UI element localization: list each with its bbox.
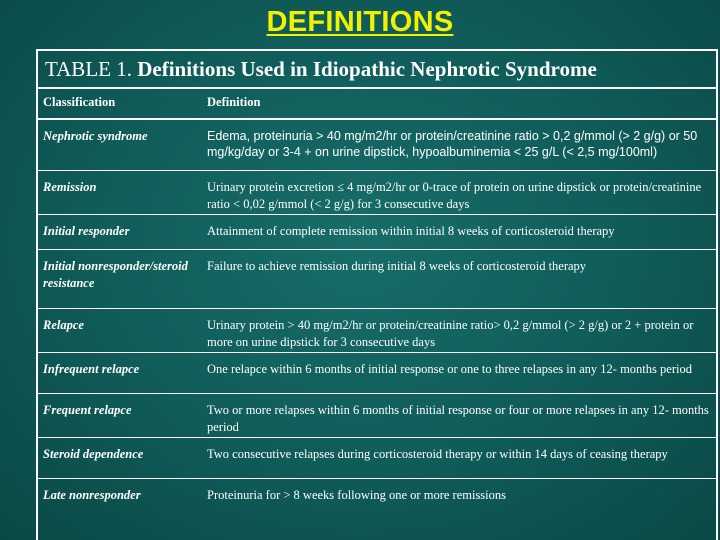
definitions-table-panel	[36, 49, 718, 540]
table-row	[38, 250, 716, 309]
row-definition: Failure to achieve remission during initial 8 weeks of corticosteroid therapy	[202, 250, 716, 309]
table-caption-number: TABLE 1.	[45, 57, 132, 81]
row-definition: Two or more relapses within 6 months of initial response or four or more relapses in any 12- months period	[202, 394, 716, 438]
row-definition: Urinary protein > 40 mg/m2/hr or protein/creatinine ratio> 0,2 g/mmol (> 2 g/g) or 2 + protein or more on urine dipstick for 3 consecutive days	[202, 309, 716, 353]
table-row	[38, 479, 716, 519]
row-classification: Relapce	[38, 309, 202, 353]
table-row	[38, 171, 716, 215]
row-classification: Initial nonresponder/steroid resistance	[38, 250, 202, 309]
header-classification: Classification	[38, 89, 202, 119]
row-classification: Initial responder	[38, 215, 202, 250]
slide-title: DEFINITIONS	[266, 6, 454, 38]
row-definition: Edema, proteinuria > 40 mg/m2/hr or protein/creatinine ratio > 0,2 g/mmol (> 2 g/g) or 50 mg/kg/day or 3-4 + on urine dipstick, hypoalbuminemia < 25 g/L (< 2,5 mg/100ml)	[207, 128, 698, 159]
row-definition: One relapce within 6 months of initial response or one to three relapses in any 12- months period	[202, 353, 716, 394]
row-definition: Proteinuria for > 8 weeks following one or more remissions	[202, 479, 716, 519]
row-definition: Urinary protein excretion ≤ 4 mg/m2/hr or 0-trace of protein on urine dipstick or protein/creatinine ratio < 0,02 g/mmol (< 2 g/g) for 3 consecutive days	[202, 171, 716, 215]
table-row	[38, 438, 716, 479]
table-caption	[38, 51, 716, 89]
table-row	[38, 394, 716, 438]
row-classification: Nephrotic syndrome	[43, 128, 148, 143]
header-definition: Definition	[202, 89, 716, 119]
table-row	[38, 353, 716, 394]
definitions-table	[38, 89, 716, 519]
row-definition: Two consecutive relapses during corticosteroid therapy or within 14 days of ceasing therapy	[202, 438, 716, 479]
row-classification: Frequent relapce	[38, 394, 202, 438]
row-classification: Late nonresponder	[38, 479, 202, 519]
row-definition: Attainment of complete remission within initial 8 weeks of corticosteroid therapy	[202, 215, 716, 250]
table-row	[38, 215, 716, 250]
table-row	[38, 309, 716, 353]
row-classification: Remission	[38, 171, 202, 215]
row-classification: Infrequent relapce	[38, 353, 202, 394]
table-row	[38, 119, 716, 171]
row-classification: Steroid dependence	[38, 438, 202, 479]
table-caption-text: Definitions Used in Idiopathic Nephrotic Syndrome	[137, 57, 597, 81]
table-header-row	[38, 89, 716, 119]
